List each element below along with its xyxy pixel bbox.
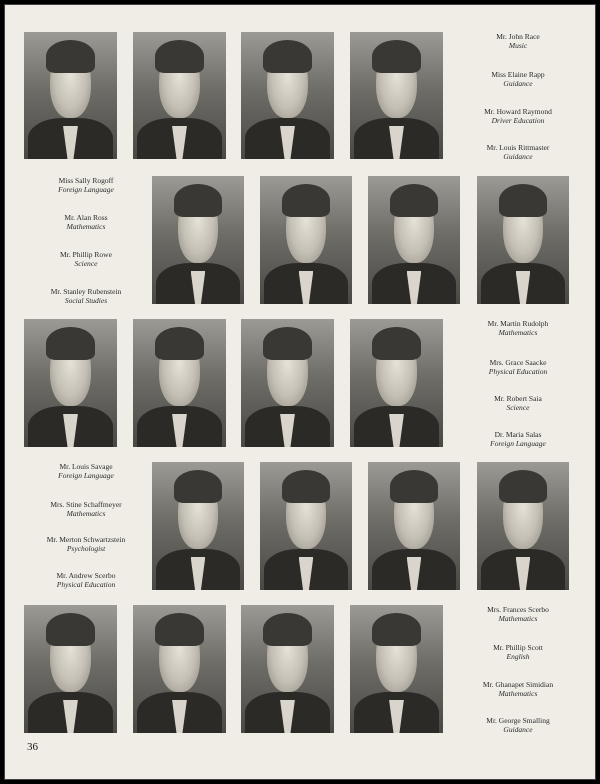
- teacher-department: Guidance: [503, 152, 533, 161]
- teacher-name: Mr. Robert Saia: [494, 394, 542, 403]
- portrait-photo: [152, 176, 244, 304]
- teacher-department: Science: [74, 259, 98, 268]
- teacher-department: Mathematics: [498, 689, 538, 698]
- teacher-department: Mathematics: [498, 614, 538, 623]
- teacher-name: Mr. Phillip Rowe: [60, 250, 112, 259]
- teacher-department: Foreign Language: [58, 471, 114, 480]
- portrait-photo: [133, 319, 226, 447]
- caption: [27, 500, 145, 518]
- portrait-photo: [241, 605, 334, 733]
- teacher-department: Guidance: [503, 725, 533, 734]
- teacher-name: Mr. Howard Raymond: [484, 107, 552, 116]
- caption: [459, 394, 577, 412]
- teacher-department: Guidance: [503, 79, 533, 88]
- teacher-department: Social Studies: [64, 296, 108, 305]
- portrait-photo: [368, 462, 460, 590]
- portrait-photo: [24, 605, 117, 733]
- teacher-department: Foreign Language: [490, 439, 546, 448]
- yearbook-page: [4, 4, 596, 780]
- teacher-department: Mathematics: [66, 222, 106, 231]
- portrait-photo: [260, 176, 352, 304]
- teacher-department: Mathematics: [66, 509, 106, 518]
- caption: [27, 571, 145, 589]
- caption: [459, 605, 577, 623]
- caption: [459, 358, 577, 376]
- caption: [459, 32, 577, 50]
- teacher-name: Mrs. Grace Saacke: [489, 358, 547, 367]
- portrait-photo: [350, 32, 443, 159]
- portrait-photo: [350, 605, 443, 733]
- teacher-name: Dr. Maria Salas: [494, 430, 542, 439]
- portrait-photo: [24, 319, 117, 447]
- caption: [459, 680, 577, 698]
- teacher-department: Music: [508, 41, 528, 50]
- portrait-photo: [152, 462, 244, 590]
- portrait-photo: [133, 605, 226, 733]
- teacher-department: Physical Education: [56, 580, 116, 589]
- teacher-name: Mr. Louis Rittmaster: [486, 143, 550, 152]
- caption: [459, 430, 577, 448]
- teacher-name: Mr. Phillip Scott: [493, 643, 543, 652]
- teacher-name: Miss Sally Rogoff: [58, 176, 114, 185]
- teacher-department: Science: [506, 403, 530, 412]
- teacher-department: Mathematics: [498, 328, 538, 337]
- caption: [459, 319, 577, 337]
- teacher-name: Mr. Andrew Scerbo: [56, 571, 116, 580]
- caption: [27, 213, 145, 231]
- teacher-name: Mr. Alan Ross: [64, 213, 108, 222]
- teacher-name: Mrs. Stine Schaffmeyer: [50, 500, 122, 509]
- teacher-name: Mr. Louis Savage: [59, 462, 113, 471]
- caption: [459, 716, 577, 734]
- portrait-photo: [241, 32, 334, 159]
- teacher-name: Mr. Ghanapet Simidian: [482, 680, 554, 689]
- caption: [459, 143, 577, 161]
- teacher-department: English: [506, 652, 530, 661]
- portrait-photo: [350, 319, 443, 447]
- portrait-photo: [260, 462, 352, 590]
- caption: [459, 643, 577, 661]
- caption: [27, 250, 145, 268]
- teacher-name: Mr. Merton Schwartzstein: [46, 535, 126, 544]
- teacher-name: Mr. George Smalling: [486, 716, 550, 725]
- caption: [27, 535, 145, 553]
- teacher-name: Mrs. Frances Scerbo: [487, 605, 549, 614]
- teacher-name: Mr. Martin Rudolph: [487, 319, 549, 328]
- portrait-photo: [24, 32, 117, 159]
- caption: [27, 176, 145, 194]
- teacher-name: Mr. John Race: [496, 32, 540, 41]
- page-number: 36: [27, 741, 38, 753]
- teacher-department: Physical Education: [488, 367, 548, 376]
- portrait-photo: [241, 319, 334, 447]
- portrait-photo: [368, 176, 460, 304]
- caption: [459, 107, 577, 125]
- caption: [459, 70, 577, 88]
- portrait-photo: [477, 176, 569, 304]
- portrait-photo: [133, 32, 226, 159]
- teacher-name: Mr. Stanley Rubenstein: [50, 287, 122, 296]
- teacher-department: Psychologist: [66, 544, 106, 553]
- teacher-department: Driver Education: [491, 116, 545, 125]
- portrait-photo: [477, 462, 569, 590]
- teacher-name: Miss Elaine Rapp: [491, 70, 545, 79]
- caption: [27, 462, 145, 480]
- teacher-department: Foreign Language: [58, 185, 114, 194]
- caption: [27, 287, 145, 305]
